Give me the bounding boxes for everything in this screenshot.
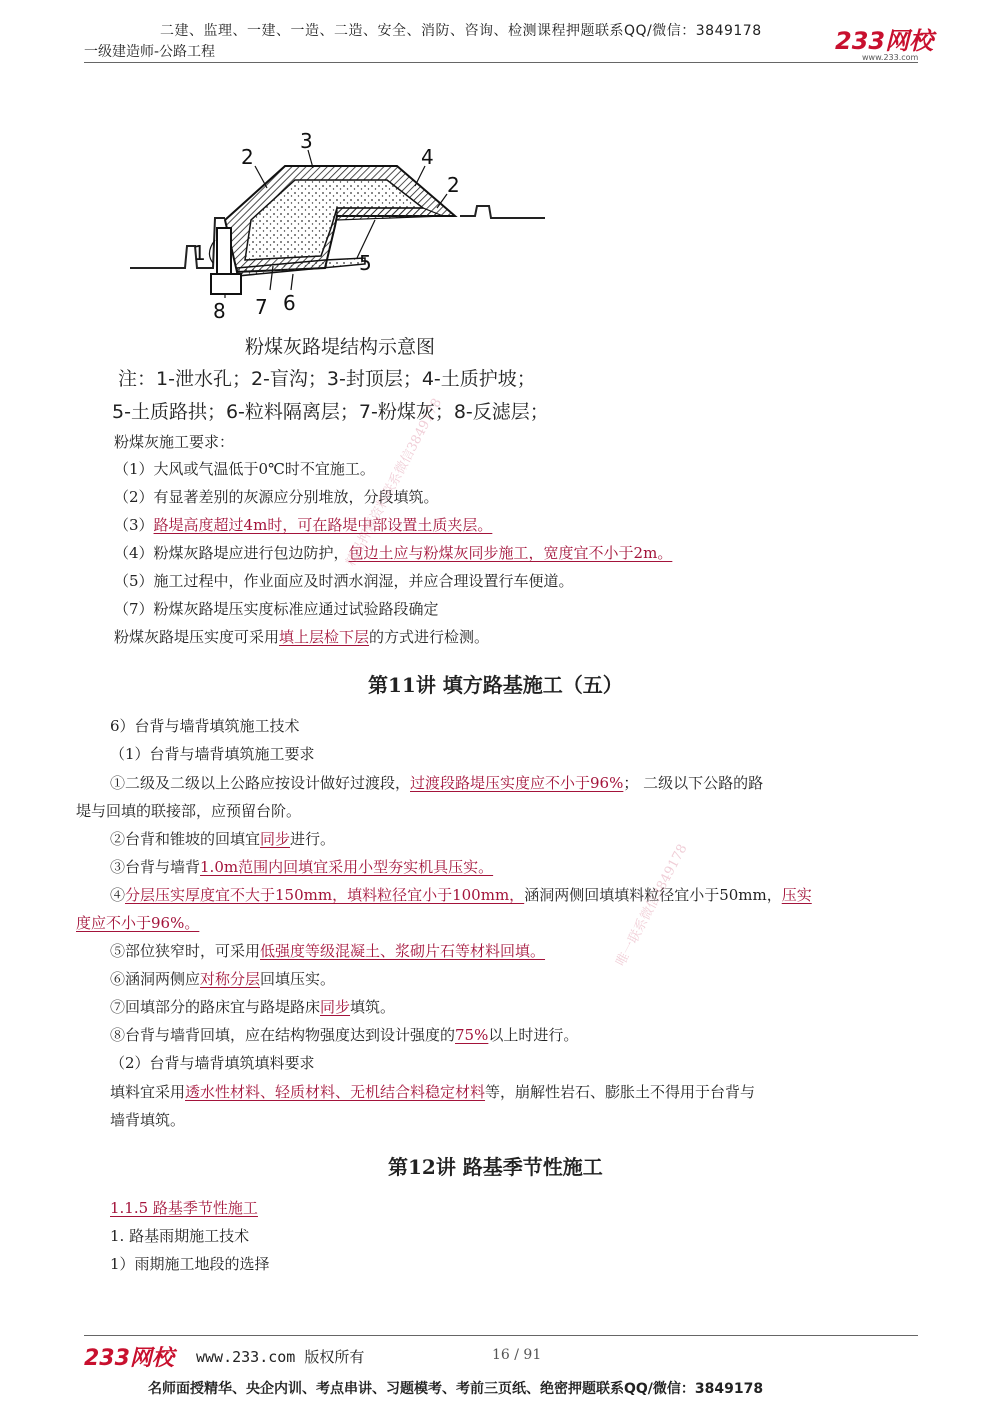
- diagram-label-2-left: 2: [241, 145, 254, 169]
- lecture-11-heading: 第11讲 填方路基施工（五）: [368, 673, 623, 697]
- point-7: ⑦回填部分的路床宜与路堤路床同步填筑。: [110, 998, 396, 1016]
- document-subtitle: 一级建造师-公路工程: [84, 44, 216, 60]
- fill-material-cont: 墙背填筑。: [110, 1111, 186, 1129]
- header-rule: [84, 62, 918, 63]
- figure-note-line-1: 注：1-泄水孔；2-盲沟；3-封顶层；4-土质护坡；: [118, 368, 536, 390]
- point-4: ④分层压实厚度宜不大于150mm，填料粒径宜小于100mm，涵洞两侧回填填料粒径宜小于50mm，压实: [110, 886, 812, 904]
- diagram-label-8: 8: [213, 299, 226, 323]
- point-1-cont: 堤与回填的联接部，应预留台阶。: [76, 802, 302, 820]
- highlight-text: 路堤高度超过4m时，可在路堤中部设置土质夹层。: [153, 516, 493, 534]
- lecture-12-heading: 第12讲 路基季节性施工: [388, 1155, 603, 1179]
- highlight-text: 对称分层: [200, 970, 261, 988]
- diagram-label-1: 1: [193, 241, 206, 265]
- highlight-text: 75%: [455, 1026, 489, 1044]
- rainy-section-selection: 1）雨期施工地段的选择: [110, 1255, 270, 1273]
- flyash-check-method: 粉煤灰路堤压实度可采用填上层检下层的方式进行检测。: [114, 628, 490, 646]
- fill-material: 填料宜采用透水性材料、轻质材料、无机结合料稳定材料等，崩解性岩石、膨胀土不得用于台背与: [110, 1083, 756, 1101]
- footer-rule: [84, 1335, 918, 1336]
- highlight-text: 度应不小于96%。: [76, 914, 200, 932]
- highlight-text: 低强度等级混凝土、浆砌片石等材料回填。: [260, 942, 546, 960]
- highlight-text: 1.1.5 路基季节性施工: [110, 1199, 258, 1217]
- requirement-2-title: （2）台背与墙背填筑填料要求: [110, 1054, 315, 1072]
- flyash-title: 粉煤灰施工要求：: [114, 433, 235, 451]
- watermark-1: 精品押题资料联系微信3849178: [343, 395, 445, 569]
- diagram-label-6: 6: [283, 291, 296, 315]
- footer-logo: 233网校: [84, 1346, 174, 1371]
- highlight-text: 1.0m范围内回填宜采用小型夯实机具压实。: [200, 858, 494, 876]
- highlight-text: 同步: [260, 830, 291, 848]
- flyash-item-3: （3）路堤高度超过4m时，可在路堤中部设置土质夹层。: [114, 516, 493, 534]
- highlight-text: 分层压实厚度宜不大于150mm，填料粒径宜小于100mm，: [125, 886, 525, 904]
- brand-logo: 233网校: [835, 27, 934, 55]
- highlight-text: 压实: [781, 886, 812, 904]
- point-2: ②台背和锥坡的回填宜同步进行。: [110, 830, 336, 848]
- flyash-item-2: （2）有显著差别的灰源应分别堆放，分段填筑。: [114, 488, 439, 506]
- flyash-item-1: （1）大风或气温低于0℃时不宜施工。: [114, 460, 375, 478]
- figure-caption: 粉煤灰路堤结构示意图: [245, 336, 436, 358]
- ground-line-right: [460, 206, 545, 218]
- diagram-label-2-right: 2: [447, 173, 460, 197]
- page-number: 16 / 91: [492, 1347, 542, 1363]
- highlight-text: 填上层检下层: [279, 628, 370, 646]
- point-1: ①二级及二级以上公路应按设计做好过渡段，过渡段路堤压实度应不小于96%； 二级以下公路的路: [110, 774, 764, 792]
- watermark-2: 唯一联系微信3849178: [613, 841, 691, 969]
- point-8: ⑧台背与墙背回填，应在结构物强度达到设计强度的75%以上时进行。: [110, 1026, 579, 1044]
- diagram-label-7: 7: [255, 295, 268, 319]
- flyash-item-4: （4）粉煤灰路堤应进行包边防护，包边土应与粉煤灰同步施工，宽度宜不小于2m。: [114, 544, 673, 562]
- flyash-embankment-diagram: [125, 128, 555, 328]
- footer-site: www.233.com 版权所有: [196, 1348, 365, 1366]
- highlight-text: 同步: [320, 998, 351, 1016]
- soil-arch: [337, 208, 443, 220]
- point-3: ③台背与墙背1.0m范围内回填宜采用小型夯实机具压实。: [110, 858, 494, 876]
- flyash-item-7: （7）粉煤灰路堤压实度标准应通过试验路段确定: [114, 600, 439, 618]
- section-1-1-5: [110, 1198, 258, 1218]
- requirement-1-title: （1）台背与墙背填筑施工要求: [110, 745, 315, 763]
- highlight-text: 过渡段路堤压实度应不小于96%: [410, 774, 624, 792]
- footer-contact-line: 名师面授精华、央企内训、考点串讲、习题模考、考前三页纸、绝密押题联系QQ/微信：3849178: [148, 1381, 764, 1397]
- point-6: ⑥涵洞两侧应对称分层回填压实。: [110, 970, 336, 988]
- diagram-label-3: 3: [300, 129, 313, 153]
- header-contact-line: 二建、监理、一建、一造、二造、安全、消防、咨询、检测课程押题联系QQ/微信：3849178: [160, 23, 762, 39]
- highlight-text: 透水性材料、轻质材料、无机结合料稳定材料: [185, 1083, 486, 1101]
- filter-layer-box: [211, 274, 241, 294]
- figure-note-line-2: 5-土质路拱；6-粒料隔离层；7-粉煤灰；8-反滤层；: [112, 401, 549, 423]
- point-5: ⑤部位狭窄时，可采用低强度等级混凝土、浆砌片石等材料回填。: [110, 942, 546, 960]
- brand-logo-url: www.233.com: [862, 53, 919, 62]
- flyash-item-5: （5）施工过程中，作业面应及时洒水润湿，并应合理设置行车便道。: [114, 572, 574, 590]
- section-6-title: 6）台背与墙背填筑施工技术: [110, 717, 300, 735]
- rainy-season-title: 1. 路基雨期施工技术: [110, 1227, 250, 1245]
- diagram-label-4: 4: [421, 145, 434, 169]
- highlight-text: 包边土应与粉煤灰同步施工，宽度宜不小于2m。: [348, 544, 673, 562]
- point-4-cont: [76, 913, 199, 933]
- drain-pipe: [217, 228, 231, 276]
- diagram-label-5: 5: [359, 251, 372, 275]
